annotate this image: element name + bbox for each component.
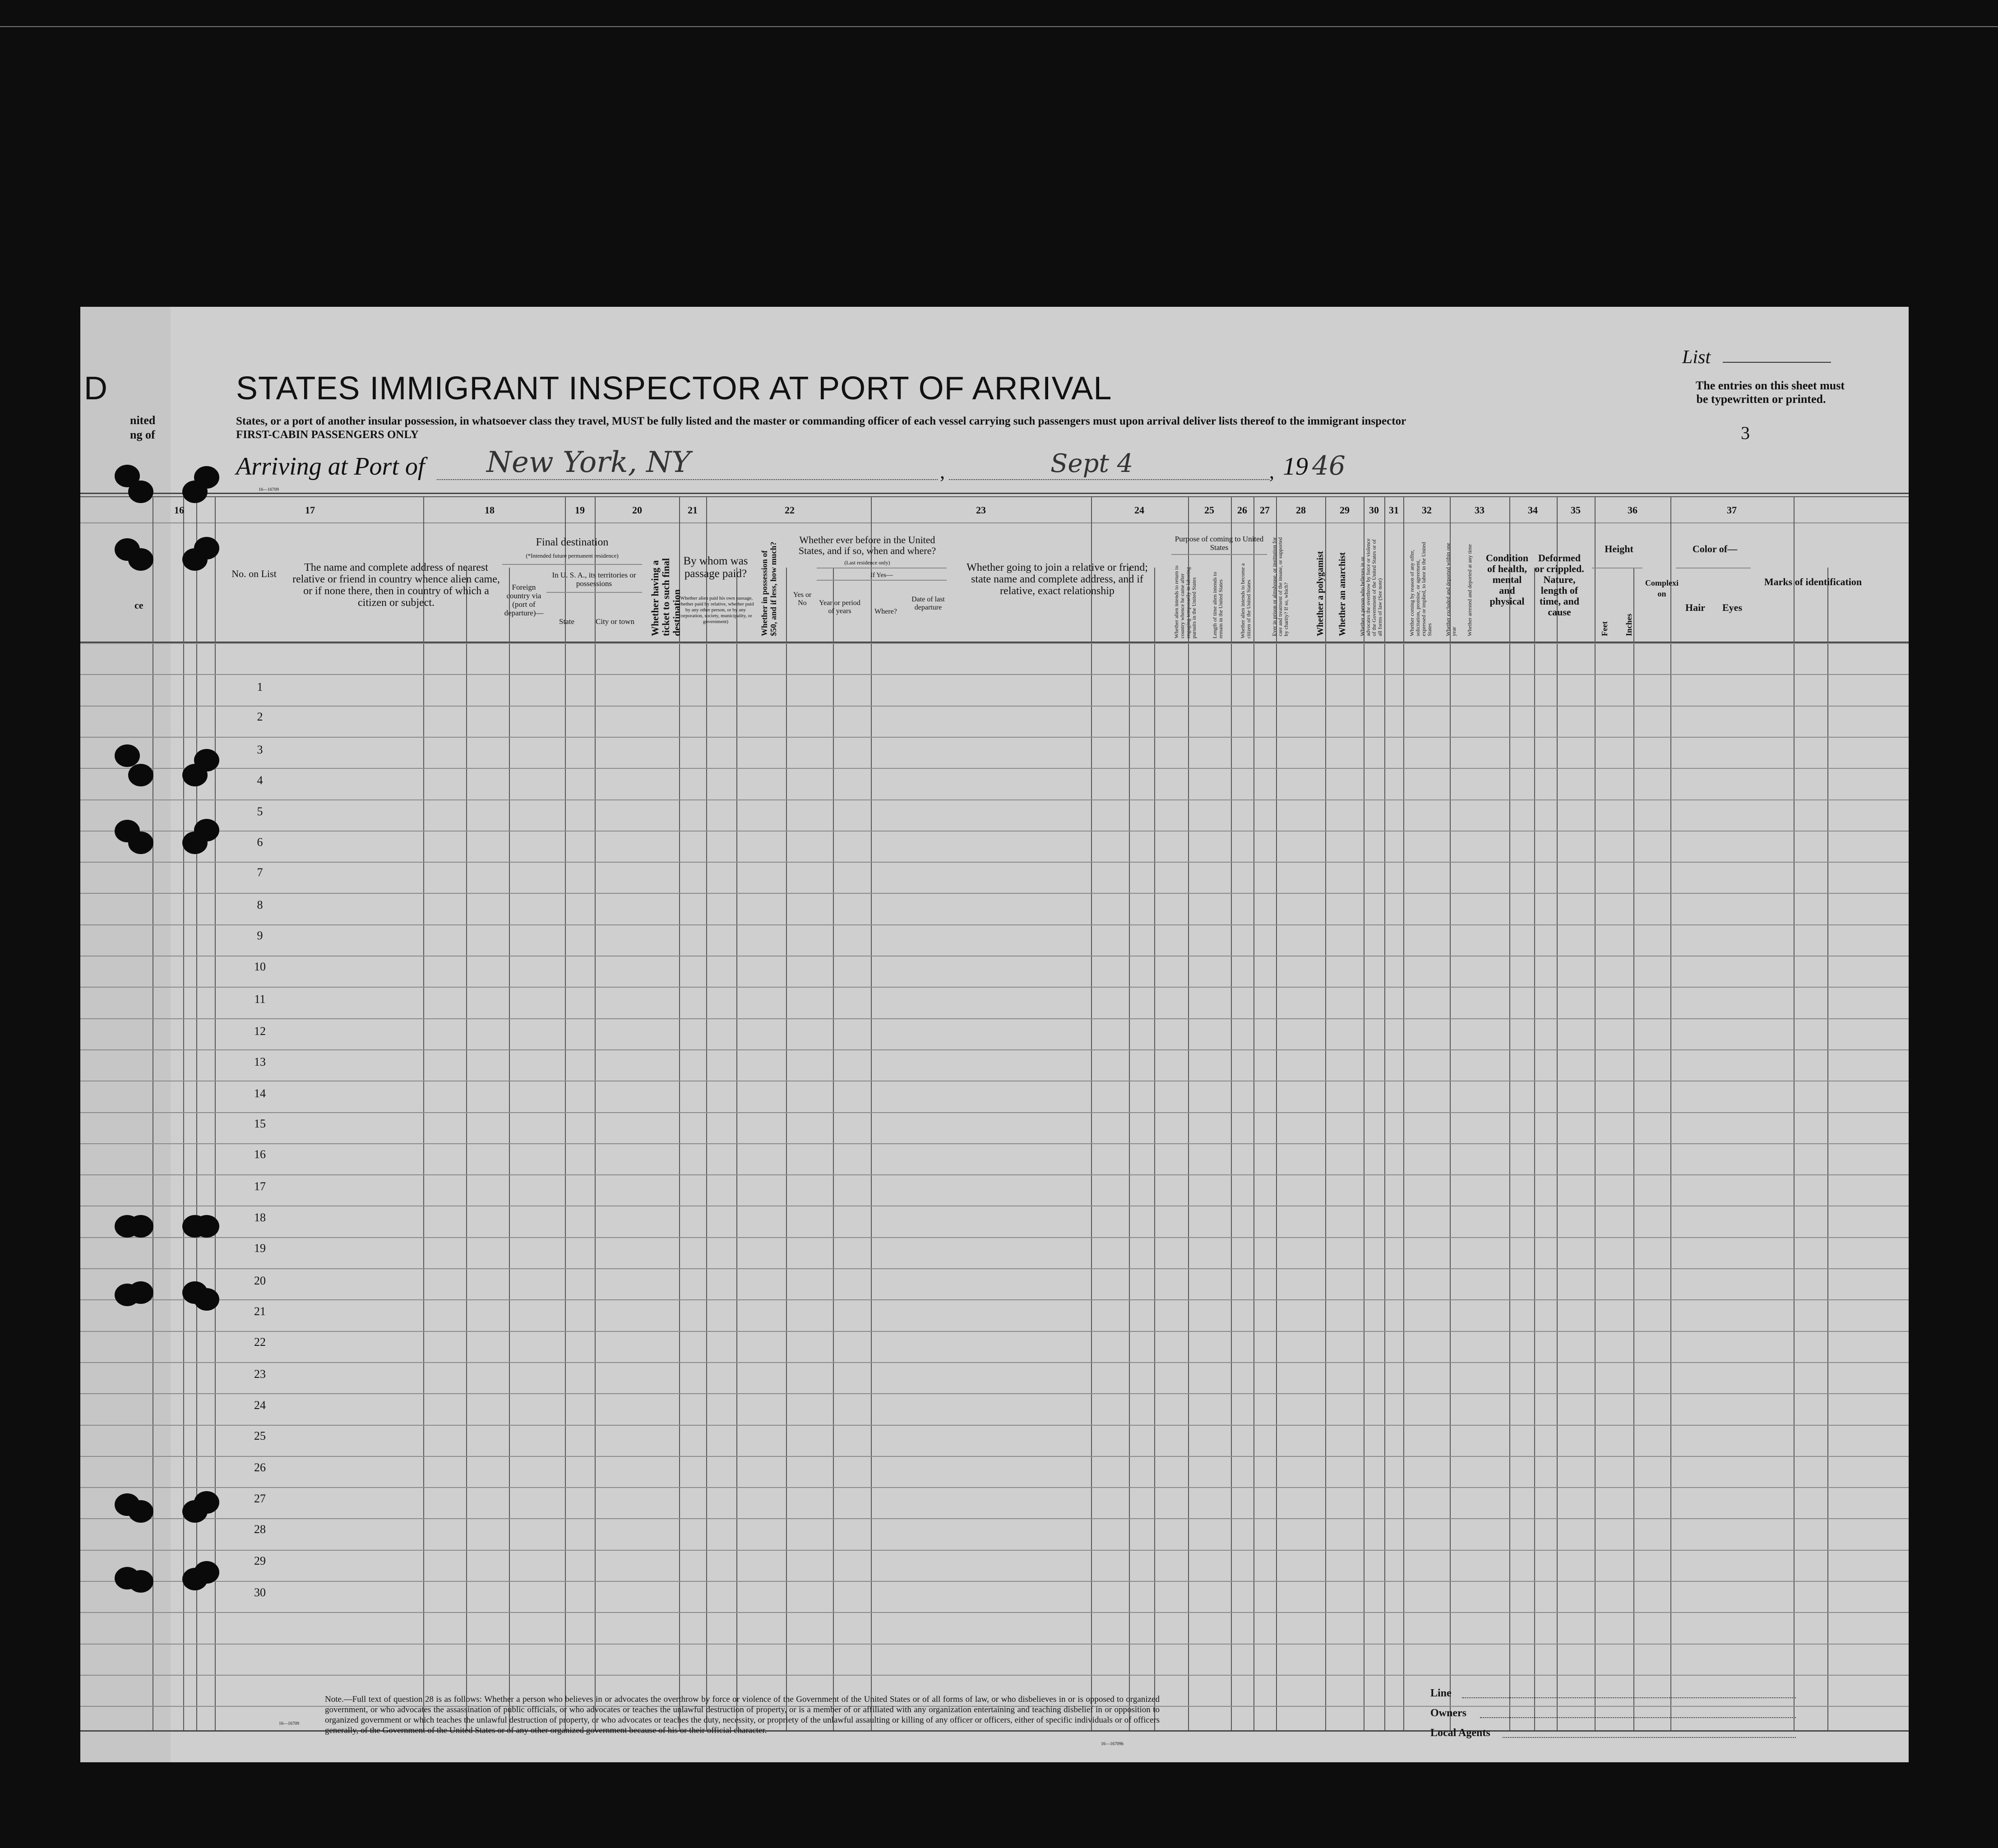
row-line <box>80 1425 1909 1426</box>
column-line <box>1325 496 1326 1730</box>
col36-title: Color of— <box>1692 543 1738 554</box>
punch-hole <box>128 1215 153 1238</box>
row-number: 25 <box>254 1429 266 1442</box>
punch-hole <box>115 744 140 767</box>
row-line <box>80 1487 1909 1488</box>
fragment-text-2: ng of <box>130 428 155 441</box>
punch-hole <box>128 1500 153 1523</box>
row-number: 28 <box>254 1523 266 1536</box>
row-line <box>80 893 1909 894</box>
column-number: 19 <box>575 504 585 516</box>
col25-header: Ever in prison or almshouse, or institution for care and treatment of the insane, or supported by charity? If so, which? <box>1271 537 1289 636</box>
row-number: 3 <box>257 743 263 756</box>
form-code-top: 16—16709 <box>259 487 279 492</box>
row-number: 26 <box>254 1461 266 1474</box>
port-fill-line <box>437 479 938 481</box>
col24-return: Whether alien intends to return to country whence he came after engaging temporarily in laboring pursuits in the United States <box>1173 565 1197 638</box>
column-number: 26 <box>1237 504 1247 516</box>
column-line <box>183 496 184 1730</box>
column-number: 17 <box>305 504 315 516</box>
column-line <box>1633 568 1634 1730</box>
punch-hole <box>128 548 153 571</box>
row-number: 18 <box>254 1211 266 1224</box>
col20-subtext: (Whether alien paid his own passage, whether paid by relative, whether paid by any other person, or by any corporation, society, municipality, or government) <box>677 596 754 624</box>
row-line <box>80 987 1909 988</box>
fragment-text-1: nited <box>130 414 156 427</box>
punch-hole <box>128 1281 153 1304</box>
footer-note-code: 16—16709b <box>1101 1742 1124 1746</box>
row-number: 29 <box>254 1554 266 1567</box>
column-line <box>1154 568 1155 1730</box>
row-line <box>80 1581 1909 1582</box>
form-code-bottom: 16—16709 <box>279 1721 299 1726</box>
col22-date: Date of last departure <box>911 596 945 611</box>
column-number: 22 <box>785 504 795 516</box>
row-line <box>80 1675 1909 1676</box>
punch-hole <box>194 1491 219 1514</box>
column-number: 25 <box>1204 504 1214 516</box>
col32-header: Condition of health, mental and physical <box>1485 552 1529 607</box>
row-line <box>80 831 1909 832</box>
date-handwritten: Sept 4 <box>1050 449 1133 478</box>
col18-city: City or town <box>596 617 634 626</box>
row-line <box>80 1174 1909 1175</box>
punch-hole <box>128 832 153 854</box>
column-number: 30 <box>1369 504 1379 516</box>
comma-1: , <box>940 461 945 483</box>
col24-length: Length of time alien intends to remain in the United States <box>1212 572 1224 638</box>
year-prefix: 19 <box>1283 453 1308 480</box>
column-number: 35 <box>1571 504 1581 516</box>
col26-header: Whether a polygamist <box>1315 551 1325 636</box>
punch-hole <box>194 537 219 559</box>
punch-hole <box>194 749 219 772</box>
punch-hole <box>194 1215 219 1238</box>
column-number: 32 <box>1422 504 1432 516</box>
row-line <box>80 1143 1909 1144</box>
date-fill-line <box>949 479 1269 481</box>
previous-page-strip <box>80 307 171 1762</box>
column-line <box>1595 496 1596 1730</box>
row-line <box>80 1362 1909 1363</box>
column-line <box>1384 496 1385 1730</box>
col18-subtitle: (*Intended future permanent residence) <box>526 552 619 559</box>
column-line <box>679 496 680 1730</box>
column-number: 18 <box>485 504 495 516</box>
column-line <box>1534 568 1535 1730</box>
col19-header: Whether having a ticket to such final destination <box>649 558 682 636</box>
row-number: 21 <box>254 1305 266 1318</box>
colnum-rule <box>80 522 1909 523</box>
row-line <box>80 862 1909 863</box>
column-line <box>871 496 872 1730</box>
col18-divider <box>502 564 642 565</box>
year-handwritten: 46 <box>1312 450 1346 481</box>
agents-label: Local Agents <box>1430 1727 1490 1739</box>
column-line <box>423 496 424 1730</box>
row-number: 23 <box>254 1368 266 1381</box>
page-title: STATES IMMIGRANT INSPECTOR AT PORT OF ARRIVAL <box>236 370 1112 407</box>
column-number: 23 <box>976 504 986 516</box>
col21-header: Whether in possession of $50, and if less, how much? <box>760 541 778 636</box>
col22-ifyes: If Yes— <box>870 572 893 579</box>
row-number: 14 <box>254 1087 266 1100</box>
column-line <box>1557 496 1558 1730</box>
column-line <box>1188 496 1189 1730</box>
row-line <box>80 1518 1909 1519</box>
col22-where: Where? <box>874 608 897 615</box>
column-number: 29 <box>1340 504 1350 516</box>
row-number: 16 <box>254 1148 266 1161</box>
column-line <box>1827 568 1828 1730</box>
column-number: 34 <box>1528 504 1538 516</box>
col18-title: Final destination <box>536 536 609 548</box>
line-label: Line <box>1430 1687 1452 1699</box>
column-line <box>736 568 737 1730</box>
col22-divider-2 <box>817 580 947 581</box>
col23-header: Whether going to join a relative or friend; state name and complete address, and if relative, exact relationship <box>967 562 1148 597</box>
row-number: 13 <box>254 1055 266 1068</box>
column-line <box>1509 496 1510 1730</box>
row-line <box>80 1018 1909 1019</box>
column-line <box>1129 568 1130 1730</box>
table-top-rule <box>80 493 1909 494</box>
col18-state: State <box>559 617 574 626</box>
row-number: 24 <box>254 1399 266 1412</box>
punch-hole <box>194 819 219 841</box>
column-line <box>1231 496 1232 1730</box>
column-number: 16 <box>174 504 184 516</box>
row-line <box>80 643 1909 644</box>
row-line <box>80 737 1909 738</box>
row-number: 17 <box>254 1180 266 1193</box>
column-line <box>1403 496 1404 1730</box>
row-number: 2 <box>257 710 263 723</box>
punch-hole <box>128 764 153 786</box>
instruction-text: States, or a port of another insular possession, in whatsoever class they travel, MUST be fully listed and the master or commanding officer of each vessel carrying such passengers must upon arrival deliver lists thereof to the immigrant inspector <box>236 415 1406 427</box>
column-line <box>706 496 707 1730</box>
row-number: 4 <box>257 774 263 787</box>
line-fill <box>1462 1697 1796 1699</box>
column-line <box>1091 496 1092 1730</box>
column-line <box>466 568 467 1730</box>
col30-header: Whether excluded and deported within one year <box>1445 543 1457 636</box>
sheet-number: 3 <box>1741 423 1750 443</box>
col24-title: Purpose of coming to United States <box>1175 535 1264 552</box>
col27-header: Whether an anarchist <box>1337 552 1347 636</box>
punch-hole <box>128 1570 153 1593</box>
punch-hole <box>194 1561 219 1584</box>
first-cabin-label: FIRST-CABIN PASSENGERS ONLY <box>236 429 419 441</box>
col22-yesno: Yes or No <box>793 591 812 607</box>
col28-header: Whether a person who believes in or advocates the overthrow by force or violence of the Government of the United States or of all forms of law (See note) <box>1359 538 1383 636</box>
fragment-letter: D <box>84 370 108 407</box>
row-number: 5 <box>257 805 263 818</box>
row-line <box>80 1644 1909 1645</box>
col33-header: Deformed or crippled. Nature, length of time, and cause <box>1535 552 1584 618</box>
agents-fill <box>1503 1737 1796 1739</box>
row-line <box>80 1612 1909 1613</box>
owners-label: Owners <box>1430 1707 1466 1719</box>
column-line <box>786 568 787 1730</box>
col36-hair: Hair <box>1685 602 1705 613</box>
list-fill-line <box>1723 362 1831 363</box>
row-line <box>80 1049 1909 1050</box>
row-number: 30 <box>254 1586 266 1599</box>
col35-header: Complexion <box>1645 578 1679 598</box>
row-line <box>80 924 1909 925</box>
col16-header: No. on List <box>231 568 277 579</box>
column-number: 36 <box>1628 504 1637 516</box>
column-line <box>1450 496 1451 1730</box>
row-number: 8 <box>257 898 263 911</box>
row-line <box>80 1456 1909 1457</box>
row-number: 11 <box>254 993 266 1006</box>
column-line <box>1253 496 1254 1730</box>
column-number: 37 <box>1727 504 1737 516</box>
col34-feet: Feet <box>1600 621 1609 636</box>
row-number: 12 <box>254 1025 266 1038</box>
row-line <box>80 1237 1909 1238</box>
comma-2: , <box>1269 461 1274 483</box>
column-number: 33 <box>1475 504 1485 516</box>
column-number: 27 <box>1260 504 1270 516</box>
col31-header: Whether arrested and deported at any time <box>1466 544 1473 636</box>
row-number: 6 <box>257 836 263 849</box>
row-line <box>80 1393 1909 1394</box>
manifest-sheet <box>80 307 1909 1762</box>
footer-note: Note.—Full text of question 28 is as follows: Whether a person who believes in or advocates the overthrow by force or violence of the Government of the United States or of all forms of law, or who disbelieves in or is opposed to organized government, or who advocates the assassination of public officials, or who advocates or teaches the unlawful destruction of property, or is a member of or affiliated with any organization entertaining and teaching disbelief in or opposition to organized government or which teaches the unlawful destruction of property, or who advocates or teaches the duty, necessity, or propriety of the unlawful assaulting or killing of any officer or officers, either of specific individuals or of officers generally, of the Government of the United States or of any other organized government because of his or their official character. <box>325 1695 1160 1735</box>
column-number: 28 <box>1296 504 1306 516</box>
frame-edge-top <box>0 26 1998 27</box>
row-number: 15 <box>254 1117 266 1130</box>
row-number: 20 <box>254 1274 266 1287</box>
row-number: 10 <box>254 960 266 973</box>
row-number: 9 <box>257 929 263 942</box>
col20-header: By whom was passage paid? <box>683 555 748 580</box>
row-line <box>80 674 1909 675</box>
row-line <box>80 799 1909 800</box>
col18-usa-divider <box>546 592 642 593</box>
column-number: 24 <box>1134 504 1144 516</box>
col29-header: Whether coming by reason of any offer, solicitation, promise, or agreement, expressed or implied, to labor in the United States <box>1409 542 1433 636</box>
punch-hole <box>194 466 219 489</box>
row-line <box>80 1331 1909 1332</box>
arriving-label: Arriving at Port of <box>236 453 425 480</box>
col34-inches: Inches <box>1624 613 1633 636</box>
entries-note-2: be typewritten or printed. <box>1696 393 1826 406</box>
col24-citizen: Whether alien intends to become a citizen of the United States <box>1240 563 1252 638</box>
col37-header: Marks of identification <box>1764 576 1862 587</box>
port-handwritten: New York, NY <box>486 446 691 479</box>
col34-title: Height <box>1605 543 1633 554</box>
column-line <box>1670 496 1671 1730</box>
row-line <box>80 1268 1909 1269</box>
column-line <box>215 496 216 1730</box>
row-line <box>80 706 1909 707</box>
col36-eyes: Eyes <box>1722 602 1742 613</box>
column-line <box>833 568 834 1730</box>
row-line <box>80 768 1909 769</box>
entries-note-1: The entries on this sheet must <box>1695 379 1845 392</box>
col17-header: The name and complete address of nearest relative or friend in country whence alien came, or if none there, then in country of which a citizen or subject. <box>292 562 500 609</box>
column-number: 20 <box>632 504 642 516</box>
row-line <box>80 1299 1909 1300</box>
col24-divider <box>1171 554 1267 555</box>
punch-hole <box>194 1288 219 1311</box>
col18-foreign: Foreign country via (port of departure)— <box>504 583 544 617</box>
column-line <box>1276 496 1277 1730</box>
punch-hole <box>128 480 153 503</box>
column-number: 31 <box>1389 504 1399 516</box>
col22-subtitle: (Last residence only) <box>844 559 890 566</box>
column-line <box>595 496 596 1730</box>
owners-fill <box>1480 1717 1796 1719</box>
row-number: 27 <box>254 1492 266 1505</box>
column-number: 21 <box>688 504 698 516</box>
row-number: 19 <box>254 1242 266 1255</box>
col22-header: Whether ever before in the United States, and if so, when and where? <box>798 534 936 556</box>
column-line <box>565 496 566 1730</box>
list-label: List <box>1682 347 1711 368</box>
table-top-rule-2 <box>80 496 1909 497</box>
row-line <box>80 1550 1909 1551</box>
row-line <box>80 1112 1909 1113</box>
row-number: 22 <box>254 1335 266 1349</box>
column-line <box>196 496 197 1730</box>
row-number: 1 <box>257 680 263 693</box>
row-number: 7 <box>257 866 263 879</box>
column-line <box>509 568 510 1730</box>
fragment-text-3: ce <box>134 600 143 611</box>
col22-years: Year or period of years <box>819 599 860 615</box>
col18-usa: In U. S. A., its territories or possessions <box>552 571 636 588</box>
